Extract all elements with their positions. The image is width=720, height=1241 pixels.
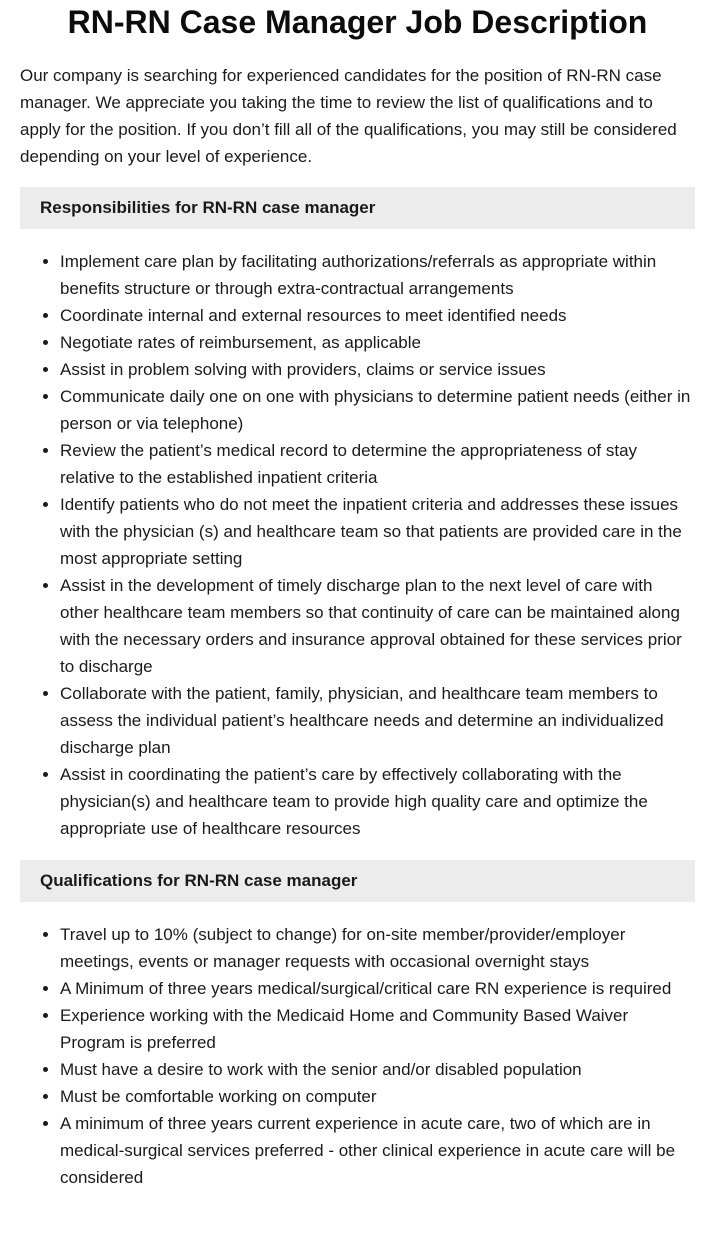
list-item: • Experience working with the Medicaid Home and Community Based Waiver Program is preferred (60, 1002, 695, 1056)
list-item: • A Minimum of three years medical/surgical/critical care RN experience is required (60, 975, 695, 1002)
list-item: • A minimum of three years current experience in acute care, two of which are in medical-surgical services preferred - other clinical experience in acute care will be considered (60, 1110, 695, 1191)
list-item: • Travel up to 10% (subject to change) for on-site member/provider/employer meetings, events or manager requests with occasional overnight stays (60, 921, 695, 975)
qualifications-list (20, 921, 695, 1191)
page-title: RN-RN Case Manager Job Description (67, 4, 648, 40)
list-item: • Communicate daily one on one with physicians to determine patient needs (either in person or via telephone) (60, 383, 695, 437)
list-item: • Must have a desire to work with the senior and/or disabled population (60, 1056, 695, 1083)
responsibilities-heading: Responsibilities for RN-RN case manager (20, 187, 695, 229)
list-item: • Review the patient’s medical record to determine the appropriateness of stay relative to the established inpatient criteria (60, 437, 695, 491)
responsibilities-list (20, 248, 695, 842)
list-item: • Must be comfortable working on computer (60, 1083, 695, 1110)
list-item: • Coordinate internal and external resources to meet identified needs (60, 302, 695, 329)
qualifications-heading: Qualifications for RN-RN case manager (20, 860, 695, 902)
list-item: • Assist in coordinating the patient’s care by effectively collaborating with the physician(s) and healthcare team to provide high quality care and optimize the appropriate use of healthcare resources (60, 761, 695, 842)
list-item: • Negotiate rates of reimbursement, as applicable (60, 329, 695, 356)
intro-paragraph: Our company is searching for experienced candidates for the position of RN-RN case manager. We appreciate you taking the time to review the list of qualifications and to apply for the position. If you don’t fill all of the qualifications, you may still be considered depending on your level of experience. (20, 66, 677, 166)
list-item: • Implement care plan by facilitating authorizations/referrals as appropriate within benefits structure or through extra-contractual arrangements (60, 248, 695, 302)
list-item: • Assist in the development of timely discharge plan to the next level of care with other healthcare team members so that continuity of care can be maintained along with the necessary orders and insurance approval obtained for these services prior to discharge (60, 572, 695, 680)
list-item: • Collaborate with the patient, family, physician, and healthcare team members to assess the individual patient’s healthcare needs and determine an individualized discharge plan (60, 680, 695, 761)
list-item: • Identify patients who do not meet the inpatient criteria and addresses these issues with the physician (s) and healthcare team so that patients are provided care in the most appropriate setting (60, 491, 695, 572)
list-item: • Assist in problem solving with providers, claims or service issues (60, 356, 695, 383)
